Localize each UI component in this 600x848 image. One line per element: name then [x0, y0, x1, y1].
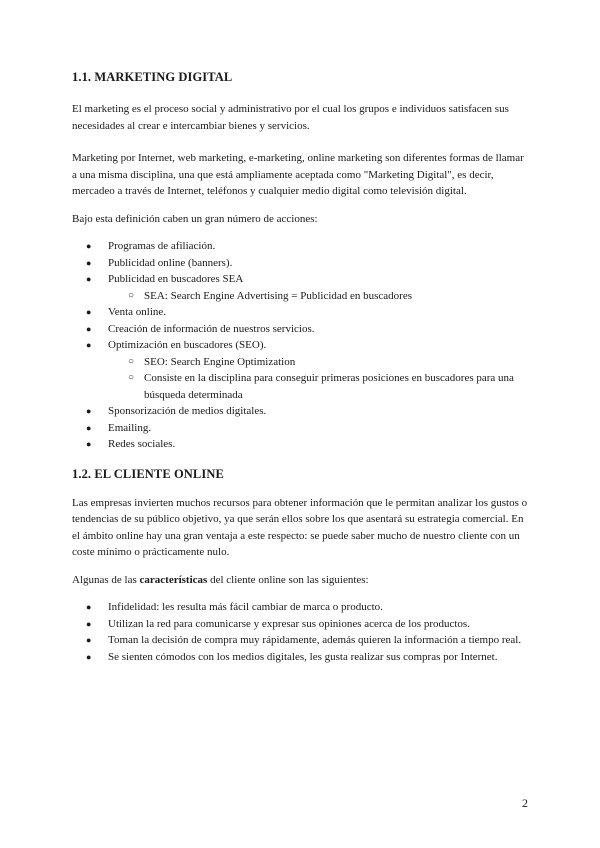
- paragraph-marketing-names: Marketing por Internet, web marketing, e-marketing, online marketing son diferentes formas de llamar a una misma disciplina, una que está ampliamente aceptada como "Marketing Digital", es decir, mercadeo a través de Internet, teléfonos y cualquier medio digital como televisión digital.: [72, 152, 524, 197]
- section-heading-cliente-online: 1.2. EL CLIENTE ONLINE: [72, 466, 224, 481]
- paragraph-definition: El marketing es el proceso social y administrativo por el cual los grupos e individuos satisfacen sus necesidades al crear e intercambiar bienes y servicios.: [72, 103, 509, 132]
- bullet-icon: ●: [86, 406, 92, 416]
- bullet-icon: ●: [86, 307, 92, 317]
- sub-list-item: ○ SEA: Search Engine Advertising = Publicidad en buscadores: [108, 288, 530, 305]
- list-item: ● Creación de información de nuestros servicios.: [72, 321, 530, 338]
- paragraph-client-info: Las empresas invierten muchos recursos para obtener información que le permitan analizar los gustos o tendencias de su público objetivo, ya que serán ellos sobre los que asentará su estrategia comercial. En el ámbito online hay una gran ventaja a este respecto: se puede saber mucho de nuestro cliente con un coste mínimo o prácticamente nulo.: [72, 496, 528, 558]
- sub-list: [108, 354, 530, 404]
- list-item: ● Infidelidad: les resulta más fácil cambiar de marca o producto.: [72, 599, 530, 616]
- list-item: ● Redes sociales.: [72, 436, 530, 453]
- characteristics-list: [72, 599, 530, 665]
- bullet-icon: ●: [86, 274, 92, 284]
- list-item: ● Toman la decisión de compra muy rápidamente, además quieren la información a tiempo real.: [72, 632, 530, 649]
- circle-bullet-icon: ○: [128, 289, 135, 301]
- sub-list-item: ○ SEO: Search Engine Optimization: [108, 354, 530, 371]
- bullet-icon: ●: [86, 323, 92, 334]
- actions-list: [72, 238, 530, 453]
- list-item: ● Publicidad online (banners).: [72, 255, 530, 272]
- bullet-icon: ●: [86, 602, 92, 612]
- sub-list-item: ○ Consiste en la disciplina para conseguir primeras posiciones en buscadores para una búsqueda determinada: [128, 372, 514, 401]
- bullet-icon: ●: [86, 422, 92, 433]
- circle-bullet-icon: ○: [128, 355, 135, 367]
- list-item: ● Se sienten cómodos con los medios digitales, les gusta realizar sus compras por Internet.: [72, 649, 530, 666]
- bullet-icon: ●: [86, 439, 92, 449]
- paragraph-characteristics-intro: Algunas de las características del cliente online son las siguientes:: [72, 573, 369, 586]
- list-item: ● Emailing.: [72, 420, 530, 437]
- list-item: ● Programas de afiliación.: [72, 238, 530, 255]
- circle-bullet-icon: ○: [128, 372, 135, 383]
- list-item: ● Optimización en buscadores (SEO). ○ SEO: Search Engine Optimization ○ Consiste en la disciplina para conseguir primeras posiciones en buscadores para una búsqueda determinada: [72, 337, 530, 403]
- bullet-icon: ●: [86, 618, 92, 629]
- bullet-icon: ●: [86, 340, 92, 350]
- bullet-icon: ●: [86, 241, 92, 251]
- bullet-icon: ●: [86, 257, 92, 268]
- page-number: 2: [522, 796, 528, 810]
- list-item: ● Venta online.: [72, 304, 530, 321]
- bullet-icon: ●: [86, 651, 92, 662]
- paragraph-actions-intro: Bajo esta definición caben un gran número de acciones:: [72, 212, 318, 225]
- document-page: [72, 70, 530, 665]
- bold-term: características: [139, 573, 208, 586]
- sub-list: [108, 288, 530, 305]
- list-item: ● Publicidad en buscadores SEA ○ SEA: Search Engine Advertising = Publicidad en buscadores: [72, 271, 530, 304]
- section-heading-marketing-digital: 1.1. MARKETING DIGITAL: [72, 70, 233, 84]
- list-item: ● Utilizan la red para comunicarse y expresar sus opiniones acerca de los productos.: [72, 616, 530, 633]
- bullet-icon: ●: [86, 635, 92, 645]
- list-item: ● Sponsorización de medios digitales.: [72, 403, 530, 420]
